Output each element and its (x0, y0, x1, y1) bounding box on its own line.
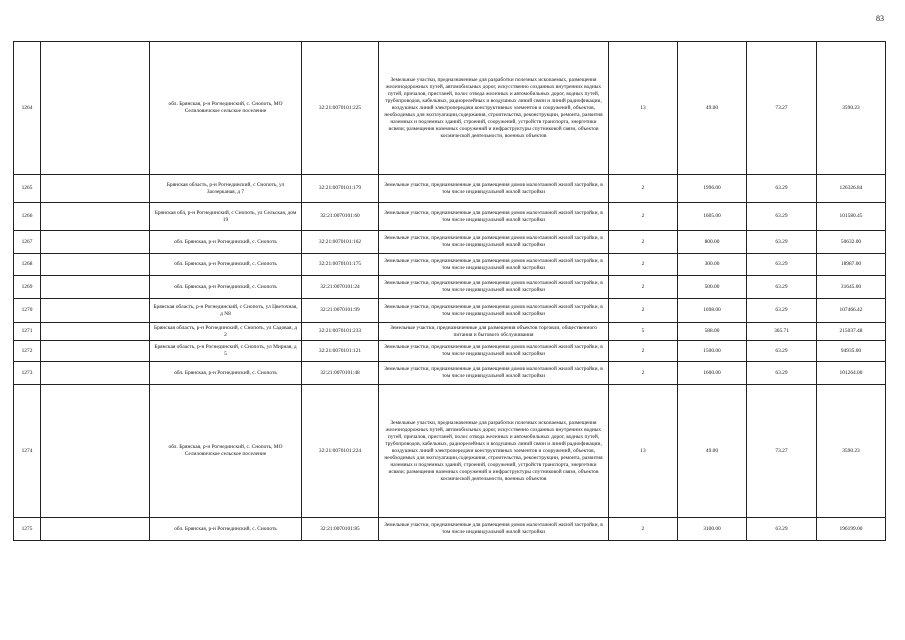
cadastral-number-cell: 32:21:0070101:85 (302, 518, 379, 541)
blank-cell (41, 299, 150, 323)
group-cell: 2 (609, 341, 678, 362)
area-cell: 1600.00 (678, 362, 747, 385)
cadastral-value-cell: 101264.00 (817, 362, 886, 385)
blank-cell (41, 203, 150, 231)
permitted-use-cell: Земельные участки, предназначенные для размещения домов малоэтажной жилой застройки, в том числе индивидуальной жилой застройки (379, 231, 609, 254)
group-cell: 5 (609, 323, 678, 341)
land-plot-table (13, 41, 886, 541)
cadastral-value-cell: 101580.45 (817, 203, 886, 231)
page-number: 83 (876, 14, 884, 23)
group-cell: 2 (609, 203, 678, 231)
table-row (14, 323, 886, 341)
cadastral-number-cell: 32:21:0070101:99 (302, 299, 379, 323)
address-cell: обл. Брянская, р-н Рогнединский, с. Снопоть, МО Селиловичское сельское поселение (150, 42, 302, 175)
cadastral-value-cell: 3590.23 (817, 385, 886, 518)
blank-cell (41, 323, 150, 341)
cadastral-number-cell: 32:21:0070101:225 (302, 42, 379, 175)
specific-value-cell: 63.29 (747, 362, 817, 385)
group-cell: 2 (609, 231, 678, 254)
permitted-use-cell: Земельные участки, предназначенные для размещения объектов торговли, общественного питания и бытового обслуживания (379, 323, 609, 341)
cadastral-value-cell: 94935.00 (817, 341, 886, 362)
row-number-cell: 1267 (14, 231, 41, 254)
permitted-use-cell: Земельные участки, предназначенные для разработки полезных ископаемых, размещения железнодорожных путей, автомобильных дорог, искусственно созданных внутренних водных путей, причалов, пристаней, полос отвода железных и автомобильных дорог, водных путей, трубопроводов, кабельных, радиорелейных и воздушных линий связи и линий радиофикации, воздушных линий электропередачи конструктивных элементов и сооружений, объектов, необходимых для эксплуатации,содержания, строительства, реконструкции, ремонта, развития наземных и подземных зданий, строений, сооружений, устройств транспорта, энергетики исвязи; размещения наземных сооружений и инфраструктуры спутниковой связи, объектов космической деятельности, военных объектов (379, 42, 609, 175)
blank-cell (41, 231, 150, 254)
specific-value-cell: 63.29 (747, 231, 817, 254)
table-row (14, 518, 886, 541)
permitted-use-cell: Земельные участки, предназначенные для размещения домов малоэтажной жилой застройки, в том числе индивидуальной жилой застройки (379, 276, 609, 299)
cadastral-value-cell: 3590.23 (817, 42, 886, 175)
cadastral-number-cell: 32:21:0070101:175 (302, 254, 379, 276)
row-number-cell: 1272 (14, 341, 41, 362)
table-row (14, 299, 886, 323)
permitted-use-cell: Земельные участки, предназначенные для размещения домов малоэтажной жилой застройки, в том числе индивидуальной жилой застройки (379, 518, 609, 541)
table-row (14, 203, 886, 231)
table-row (14, 42, 886, 175)
permitted-use-cell: Земельные участки, предназначенные для размещения домов малоэтажной жилой застройки, в том числе индивидуальной жилой застройки (379, 341, 609, 362)
table-row (14, 254, 886, 276)
cadastral-number-cell: 32:21:0070101:224 (302, 385, 379, 518)
address-cell: Брянская обл, р-н Рогнединский, с Снопоть, ул Сельская, дом 19 (150, 203, 302, 231)
blank-cell (41, 518, 150, 541)
row-number-cell: 1266 (14, 203, 41, 231)
row-number-cell: 1268 (14, 254, 41, 276)
cadastral-value-cell: 126326.84 (817, 175, 886, 203)
group-cell: 2 (609, 276, 678, 299)
group-cell: 13 (609, 42, 678, 175)
blank-cell (41, 341, 150, 362)
address-cell: Брянская область, р-н Рогнединский, с Снопоть, ул Мирная, д 5 (150, 341, 302, 362)
specific-value-cell: 73.27 (747, 42, 817, 175)
cadastral-number-cell: 32:21:0070101:233 (302, 323, 379, 341)
table-row (14, 175, 886, 203)
cadastral-value-cell: 18987.00 (817, 254, 886, 276)
blank-cell (41, 175, 150, 203)
group-cell: 2 (609, 254, 678, 276)
row-number-cell: 1264 (14, 42, 41, 175)
permitted-use-cell: Земельные участки, предназначенные для размещения домов малоэтажной жилой застройки, в том числе индивидуальной жилой застройки (379, 299, 609, 323)
address-cell: Брянская область, р-н Рогнединский, с Снопоть, ул Заозерканая, д 7 (150, 175, 302, 203)
table-row (14, 341, 886, 362)
cadastral-value-cell: 50632.00 (817, 231, 886, 254)
permitted-use-cell: Земельные участки, предназначенные для размещения домов малоэтажной жилой застройки, в том числе индивидуальной жилой застройки (379, 203, 609, 231)
group-cell: 2 (609, 362, 678, 385)
group-cell: 2 (609, 175, 678, 203)
row-number-cell: 1273 (14, 362, 41, 385)
cadastral-number-cell: 32:21:0070101:121 (302, 341, 379, 362)
address-cell: Брянская область, р-н Рогнединский, с Снопоть, ул Садовая, д 2 (150, 323, 302, 341)
row-number-cell: 1265 (14, 175, 41, 203)
blank-cell (41, 385, 150, 518)
row-number-cell: 1275 (14, 518, 41, 541)
cadastral-number-cell: 32:21:0070101:24 (302, 276, 379, 299)
specific-value-cell: 63.29 (747, 175, 817, 203)
blank-cell (41, 254, 150, 276)
area-cell: 1500.00 (678, 341, 747, 362)
address-cell: обл. Брянская, р-н Рогнединский, с. Снопоть, МО Селиловичское сельское поселение (150, 385, 302, 518)
permitted-use-cell: Земельные участки, предназначенные для размещения домов малоэтажной жилой застройки, в том числе индивидуальной жилой застройки (379, 254, 609, 276)
area-cell: 1605.00 (678, 203, 747, 231)
specific-value-cell: 63.29 (747, 299, 817, 323)
group-cell: 13 (609, 385, 678, 518)
specific-value-cell: 73.27 (747, 385, 817, 518)
table-row (14, 231, 886, 254)
cadastral-number-cell: 32:21:0070101:60 (302, 203, 379, 231)
specific-value-cell: 63.29 (747, 518, 817, 541)
cadastral-value-cell: 215037.48 (817, 323, 886, 341)
address-cell: Брянская область, р-н Рогнединский, с Снопоть, ул Цветочная, д N8 (150, 299, 302, 323)
permitted-use-cell: Земельные участки, предназначенные для размещения домов малоэтажной жилой застройки, в том числе индивидуальной жилой застройки (379, 175, 609, 203)
area-cell: 49.00 (678, 385, 747, 518)
row-number-cell: 1274 (14, 385, 41, 518)
row-number-cell: 1271 (14, 323, 41, 341)
specific-value-cell: 63.29 (747, 254, 817, 276)
area-cell: 588.00 (678, 323, 747, 341)
specific-value-cell: 63.29 (747, 203, 817, 231)
address-cell: обл. Брянская, р-н Рогнединский, с. Снопоть (150, 254, 302, 276)
area-cell: 500.00 (678, 276, 747, 299)
address-cell: обл. Брянская, р-н Рогнединский, с. Снопоть (150, 518, 302, 541)
blank-cell (41, 276, 150, 299)
group-cell: 2 (609, 299, 678, 323)
cadastral-number-cell: 32:21:0070101:179 (302, 175, 379, 203)
row-number-cell: 1270 (14, 299, 41, 323)
specific-value-cell: 63.29 (747, 341, 817, 362)
cadastral-value-cell: 107466.42 (817, 299, 886, 323)
area-cell: 3100.00 (678, 518, 747, 541)
area-cell: 800.00 (678, 231, 747, 254)
row-number-cell: 1269 (14, 276, 41, 299)
cadastral-value-cell: 196199.00 (817, 518, 886, 541)
table-row (14, 276, 886, 299)
table-row (14, 362, 886, 385)
specific-value-cell: 63.29 (747, 276, 817, 299)
specific-value-cell: 365.71 (747, 323, 817, 341)
permitted-use-cell: Земельные участки, предназначенные для размещения домов малоэтажной жилой застройки, в том числе индивидуальной жилой застройки (379, 362, 609, 385)
address-cell: обл. Брянская, р-н Рогнединский, с. Снопоть (150, 362, 302, 385)
blank-cell (41, 42, 150, 175)
cadastral-number-cell: 32:21:0070101:48 (302, 362, 379, 385)
area-cell: 1698.00 (678, 299, 747, 323)
table-row (14, 385, 886, 518)
address-cell: обл. Брянская, р-н Рогнединский, с. Снопоть (150, 231, 302, 254)
area-cell: 49.00 (678, 42, 747, 175)
cadastral-number-cell: 32:21:0070101:162 (302, 231, 379, 254)
area-cell: 300.00 (678, 254, 747, 276)
address-cell: обл. Брянская, р-н Рогнединский, с. Снопоть (150, 276, 302, 299)
blank-cell (41, 362, 150, 385)
permitted-use-cell: Земельные участки, предназначенные для разработки полезных ископаемых, размещения железнодорожных путей, автомобильных дорог, искусственно созданных внутренних водных путей, причалов, пристаней, полос отвода железных и автомобильных дорог, водных путей, трубопроводов, кабельных, радиорелейных и воздушных линий связи и линий радиофикации, воздушных линий электропередачи конструктивных элементов и сооружений, объектов, необходимых для эксплуатации,содержания, строительства, реконструкции, ремонта, развития наземных и подземных зданий, строений, сооружений, устройств транспорта, энергетики исвязи; размещения наземных сооружений и инфраструктуры спутниковой связи, объектов космической деятельности, военных объектов (379, 385, 609, 518)
area-cell: 1996.00 (678, 175, 747, 203)
cadastral-value-cell: 31645.00 (817, 276, 886, 299)
group-cell: 2 (609, 518, 678, 541)
